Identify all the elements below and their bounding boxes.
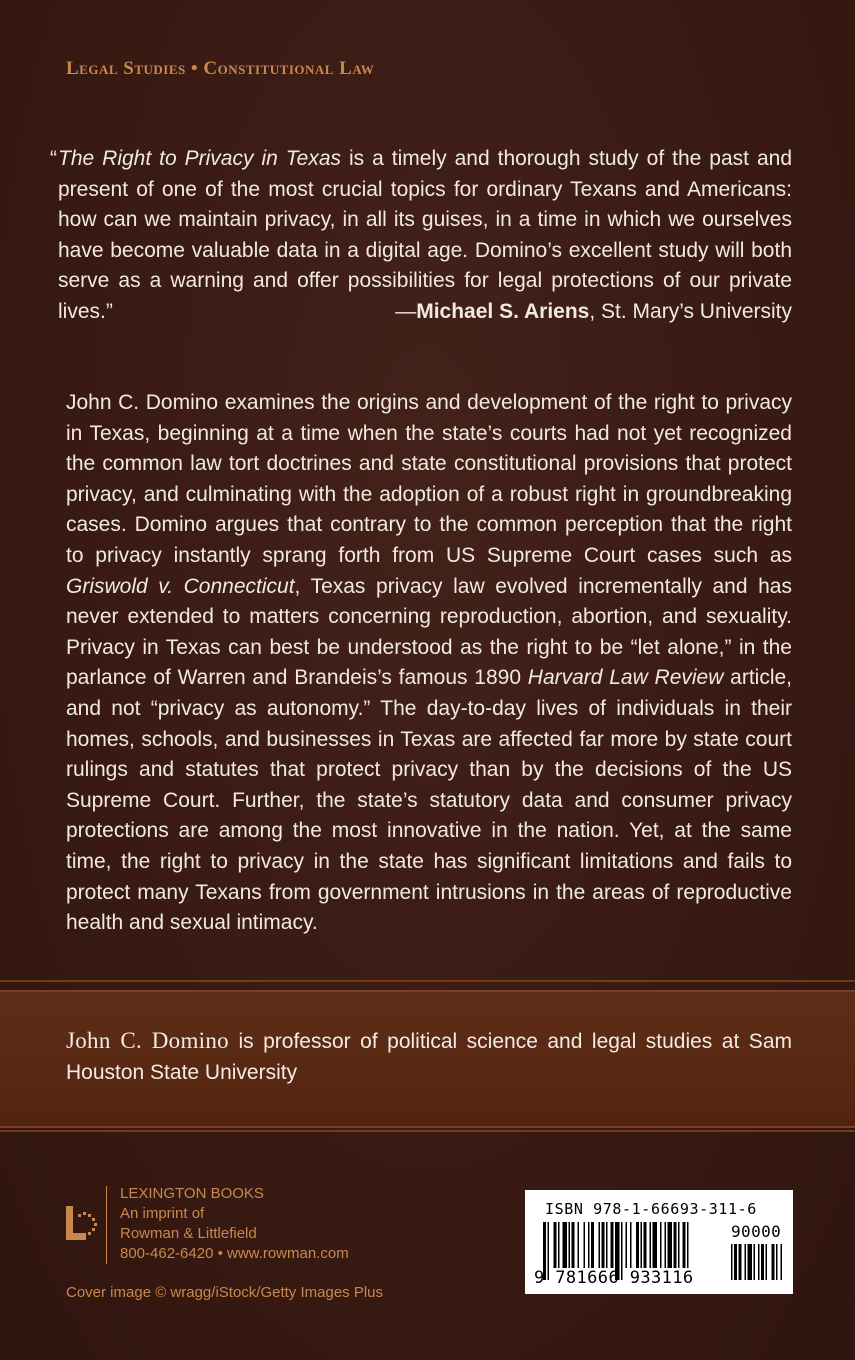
- barcode-bar: [674, 1222, 677, 1268]
- description-part-2: , Texas privacy law evolved incrementally and has never extended to matters concerning reproduction, abortion, and sexuality. Privacy in Texas can best be understood as the right to be “let alone,” in the parlance of Warren and Brandeis’s famous 1890: [66, 574, 792, 690]
- barcode-bar: [641, 1222, 643, 1268]
- publisher-info: [120, 1184, 349, 1264]
- barcode-bar: [558, 1222, 560, 1268]
- barcode-bar: [554, 1222, 557, 1268]
- barcode-addon-bar: [739, 1244, 742, 1280]
- publisher-divider: [106, 1186, 107, 1264]
- book-description: [66, 388, 792, 939]
- barcode-bar: [584, 1222, 586, 1268]
- barcode-addon-bar: [781, 1244, 783, 1280]
- barcode-bar: [678, 1222, 680, 1268]
- barcode-bar: [569, 1222, 571, 1268]
- quote-body: is a timely and thorough study of the past and present of one of the most crucial topics for ordinary Texans and Americans: how can we maintain privacy, in all its guises, in a time in which we ourselves have become valuable data in a digital age. Domino’s excellent study will both serve as a warning and offer possibilities for legal protections of our private lives.”: [58, 147, 792, 323]
- category-separator: •: [185, 58, 204, 79]
- barcode-addon-bar: [731, 1244, 733, 1280]
- publisher-imprint: An imprint of: [120, 1205, 205, 1222]
- barcode-bar: [660, 1222, 662, 1268]
- barcode-bar: [578, 1222, 580, 1268]
- isbn-barcode: [525, 1190, 793, 1294]
- barcode-bar: [683, 1222, 686, 1268]
- description-italic-journal: Harvard Law Review: [527, 666, 724, 690]
- attribution-affiliation: , St. Mary’s University: [589, 299, 792, 323]
- barcode-addon-bar: [776, 1244, 778, 1280]
- barcode-bar: [572, 1222, 575, 1268]
- band-bottom-rule: [0, 1130, 855, 1132]
- author-bio-text: is professor of political science and legal studies at Sam Houston State University: [66, 1030, 792, 1084]
- barcode-addon-bar: [761, 1244, 764, 1280]
- barcode-bar: [591, 1222, 594, 1268]
- isbn-label: ISBN 978-1-66693-311-6: [545, 1200, 757, 1218]
- publisher-contact: 800-462-6420 • www.rowman.com: [120, 1245, 349, 1262]
- barcode-bar: [653, 1222, 658, 1268]
- barcode-bar: [687, 1222, 689, 1268]
- quote-book-title: The Right to Privacy in Texas: [58, 147, 342, 170]
- category-legal-studies: Legal Studies: [66, 58, 186, 79]
- barcode-bar: [630, 1222, 632, 1268]
- author-bio: [66, 1026, 792, 1088]
- barcode-bar: [626, 1222, 628, 1268]
- quote-attribution: [395, 297, 792, 328]
- barcode-addon-bar: [772, 1244, 775, 1280]
- barcode-bar: [636, 1222, 639, 1268]
- barcode-bar: [602, 1222, 605, 1268]
- cover-image-credit: Cover image © wragg/iStock/Getty Images Plus: [66, 1284, 384, 1301]
- barcode-bar: [665, 1222, 667, 1268]
- category-constitutional-law: Constitutional Law: [203, 58, 375, 79]
- barcode-bar: [611, 1222, 614, 1268]
- barcode-bar: [650, 1222, 652, 1268]
- band-top-rule: [0, 980, 855, 982]
- endorsement-quote: [50, 144, 792, 327]
- publisher-parent: Rowman & Littlefield: [120, 1225, 257, 1242]
- barcode-bar: [588, 1222, 590, 1268]
- barcode-addon-bar: [745, 1244, 747, 1280]
- barcode-addon-bar: [748, 1244, 753, 1280]
- description-part-1: John C. Domino examines the origins and development of the right to privacy in Texas, beginning at a time when the state’s courts had not yet recognized the common law tort doctrines and state constitutional provisions that protect privacy, and culminating with the adoption of a robust right in groundbreaking cases. Domino argues that contrary to the common perception that the right to privacy instantly sprang forth from US Supreme Court cases such as: [66, 391, 792, 567]
- barcode-addon-bar: [754, 1244, 756, 1280]
- barcode-addon-digits: 90000: [731, 1222, 782, 1241]
- publisher-name: LEXINGTON BOOKS: [120, 1185, 264, 1202]
- attribution-name: Michael S. Ariens: [416, 299, 590, 323]
- barcode-addon-bar: [758, 1244, 760, 1280]
- barcode-bar: [668, 1222, 673, 1268]
- quote-open-mark: “: [50, 147, 57, 170]
- lexington-logo-icon: [64, 1204, 98, 1244]
- barcode-bar: [563, 1222, 568, 1268]
- barcode-bar: [599, 1222, 601, 1268]
- author-name: John C. Domino: [66, 1028, 229, 1053]
- barcode-addon-bar: [734, 1244, 737, 1280]
- barcode-bar: [644, 1222, 647, 1268]
- barcode-addon-bar: [766, 1244, 768, 1280]
- description-part-3: article, and not “privacy as autonomy.” The day-to-day lives of individuals in their homes, schools, and businesses in Texas are affected far more by state court rulings and statutes that protect privacy than by the decisions of the US Supreme Court. Further, the state’s statutory data and consumer privacy protections are among the most innovative in the nation. Yet, at the same time, the right to privacy in the state has significant limitations and fails to protect many Texans from government intrusions in the areas of reproductive health and sexual intimacy.: [66, 666, 793, 935]
- category-label: [66, 58, 374, 80]
- barcode-main-digits: 9 781666 933116: [534, 1268, 694, 1288]
- attribution-dash: —: [395, 299, 417, 323]
- description-italic-case: Griswold v. Connecticut: [66, 574, 295, 598]
- barcode-bar: [606, 1222, 608, 1268]
